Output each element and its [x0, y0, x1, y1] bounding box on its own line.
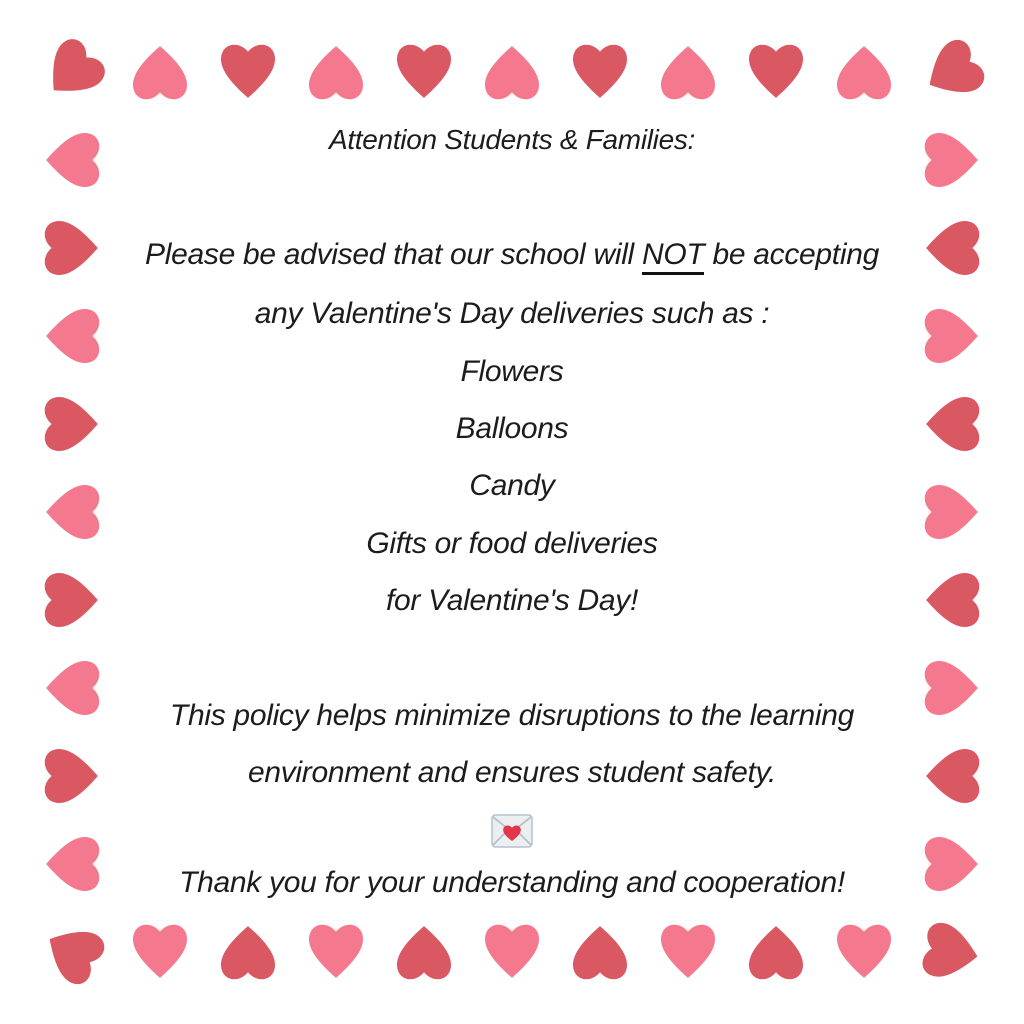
heart-icon — [652, 918, 724, 986]
heart-icon — [25, 904, 120, 1000]
heart-icon — [38, 652, 106, 724]
heart-icon — [38, 740, 106, 812]
heart-icon — [38, 476, 106, 548]
list-item-gifts-food: Gifts or food deliveries — [366, 527, 658, 560]
heart-icon — [564, 918, 636, 986]
heart-icon — [38, 212, 106, 284]
heart-icon — [300, 918, 372, 986]
heart-icon — [124, 918, 196, 986]
love-letter-icon — [0, 814, 1024, 848]
heart-icon — [476, 38, 548, 106]
heart-icon — [828, 918, 900, 986]
heart-icon — [388, 38, 460, 106]
heart-icon — [124, 38, 196, 106]
heart-icon — [652, 38, 724, 106]
list-item-candy: Candy — [469, 469, 555, 502]
notice-title: Attention Students & Families: — [328, 124, 696, 155]
heart-icon — [918, 212, 986, 284]
intro-not-emphasis: NOT — [642, 238, 704, 275]
heart-icon — [918, 388, 986, 460]
policy-line-1: This policy helps minimize disruptions to the learning — [169, 699, 855, 732]
intro-line-1 — [112, 238, 912, 272]
heart-icon — [918, 300, 986, 372]
heart-icon — [740, 918, 812, 986]
heart-icon — [564, 38, 636, 106]
heart-icon — [918, 564, 986, 636]
list-item-flowers: Flowers — [460, 355, 564, 388]
heart-icon — [212, 38, 284, 106]
heart-icon — [476, 918, 548, 986]
heart-icon — [38, 564, 106, 636]
heart-icon — [740, 38, 812, 106]
list-item-balloons: Balloons — [455, 412, 569, 445]
policy-line-2: environment and ensures student safety. — [247, 756, 777, 789]
heart-icon — [38, 388, 106, 460]
heart-icon — [918, 740, 986, 812]
heart-icon — [828, 38, 900, 106]
heart-icon — [918, 476, 986, 548]
intro-line-2: any Valentine's Day deliveries such as : — [254, 297, 770, 330]
heart-icon — [912, 911, 991, 994]
heart-icon — [905, 24, 1000, 120]
heart-icon — [918, 124, 986, 196]
heart-icon — [38, 300, 106, 372]
heart-icon — [38, 124, 106, 196]
heart-icon — [388, 918, 460, 986]
heart-icon — [300, 38, 372, 106]
heart-icon — [23, 23, 122, 122]
heart-icon — [212, 918, 284, 986]
thanks-line: Thank you for your understanding and cooperation! — [179, 866, 845, 899]
heart-icon — [918, 652, 986, 724]
intro-line-1-post: be accepting — [704, 238, 879, 271]
intro-line-1-pre: Please be advised that our school will — [145, 238, 642, 271]
list-item-for-valentines-day: for Valentine's Day! — [385, 584, 639, 617]
